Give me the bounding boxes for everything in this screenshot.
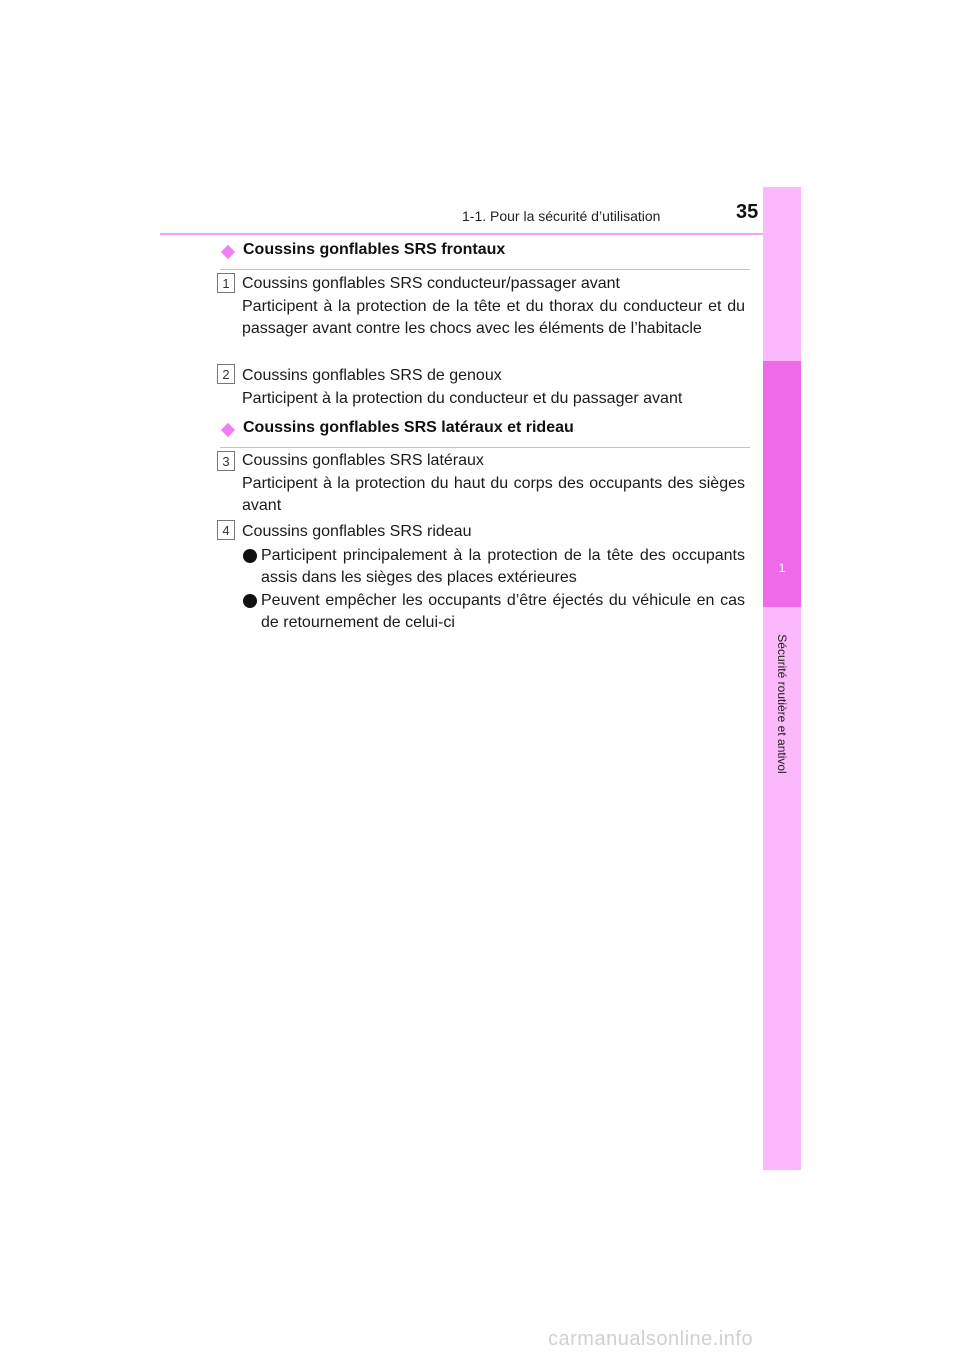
section-title: Coussins gonflables SRS latéraux et rideau [243,419,574,436]
chapter-label: Sécurité routière et antivol [775,634,789,774]
item-description: Participent à la protection de la tête et du thorax du conducteur et du passager avant contre les chocs avec les éléments de l’habitacle [242,298,745,337]
page-header-section-title: 1-1. Pour la sécurité d’utilisation [462,208,661,224]
section-title: Coussins gonflables SRS frontaux [243,241,506,258]
item-number-badge: 4 [217,520,235,540]
item-number-badge: 3 [217,451,235,471]
bullet-text: Participent principalement à la protection de la tête des occupants assis dans les sièges des places extérieures [261,547,745,586]
item-title: Coussins gonflables SRS latéraux [242,452,484,469]
bullet-dot-icon [243,549,257,563]
item-title: Coussins gonflables SRS rideau [242,523,472,540]
diamond-bullet-icon [221,245,235,259]
item-number-badge: 1 [217,273,235,293]
item-description: Participent à la protection du haut du corps des occupants des sièges avant [242,475,745,514]
section-heading-side-curtain [220,419,750,448]
diamond-bullet-icon [221,423,235,437]
bullet-dot-icon [243,594,257,608]
watermark: carmanualsonline.info [548,1328,754,1350]
page-number: 35 [736,201,759,223]
item-title: Coussins gonflables SRS de genoux [242,367,502,384]
item-number-badge: 2 [217,364,235,384]
section-heading-frontal [220,241,750,270]
item-title: Coussins gonflables SRS conducteur/passager avant [242,275,620,292]
bullet-text: Peuvent empêcher les occupants d’être éjectés du véhicule en cas de retournement de celui-ci [261,592,745,631]
chapter-side-tab [763,187,801,1170]
item-description: Participent à la protection du conducteur et du passager avant [242,390,683,407]
chapter-active-marker [763,361,801,607]
header-divider [160,233,800,235]
chapter-number: 1 [778,561,786,575]
